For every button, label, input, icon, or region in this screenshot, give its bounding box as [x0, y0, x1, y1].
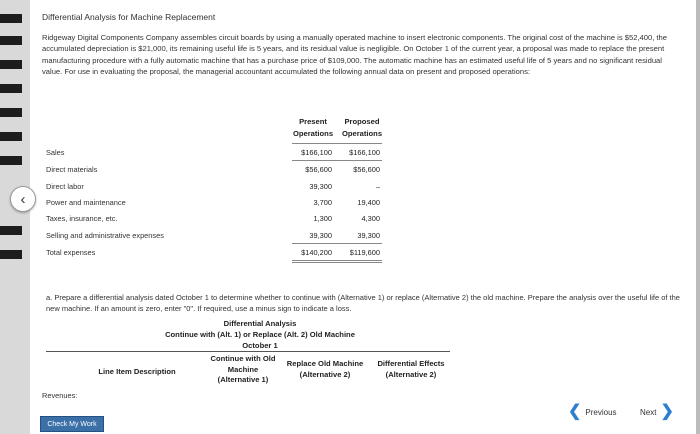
col-alt2: Replace Old Machine (Alternative 2) — [286, 359, 364, 379]
table-row: Sales $166,100 $166,100 — [46, 148, 380, 157]
question-text: a. Prepare a differential analysis dated October 1 to determine whether to continue with (Alternative 1) or replace (Alternative 2) the old machine. Prepare the analysis over the useful life of the new machine. If an amount is zero, enter "0". If required, use a minus sign to indicate a loss. — [46, 293, 680, 313]
next-button[interactable]: Next ❯ — [640, 403, 674, 420]
page-title: Differential Analysis for Machine Replacement — [42, 12, 216, 22]
analysis-title: Differential Analysis Continue with (Alt. 1) or Replace (Alt. 2) Old Machine October 1 — [165, 319, 355, 350]
sidebar-marker — [0, 36, 22, 45]
row-divider — [292, 243, 382, 244]
sidebar-marker — [0, 60, 22, 69]
back-chevron-button[interactable] — [10, 186, 36, 212]
analysis-divider — [46, 351, 450, 352]
sidebar-marker — [0, 226, 22, 235]
table-row: Selling and administrative expenses 39,300 39,300 — [46, 231, 380, 240]
total-underline — [292, 260, 382, 261]
header-underline — [292, 143, 382, 144]
sidebar-marker — [0, 250, 22, 259]
chevron-left-icon: ‹ — [20, 190, 26, 208]
sidebar-marker — [0, 14, 22, 23]
content-page — [30, 0, 696, 434]
col-differential: Differential Effects (Alternative 2) — [377, 359, 445, 379]
sidebar-marker — [0, 156, 22, 165]
table-row: Direct materials $56,600 $56,600 — [46, 165, 380, 174]
row-divider — [292, 160, 382, 161]
revenues-label: Revenues: — [42, 391, 78, 400]
table-row-total: Total expenses $140,200 $119,600 — [46, 248, 380, 257]
chevron-left-icon: ❮ — [568, 403, 582, 420]
col-alt1: Continue with Old Machine (Alternative 1) — [210, 354, 276, 384]
previous-button[interactable]: ❮ Previous — [568, 403, 617, 420]
sidebar-marker — [0, 84, 22, 93]
check-my-work-button[interactable]: Check My Work — [40, 416, 104, 432]
table-row: Power and maintenance 3,700 19,400 — [46, 198, 380, 207]
problem-intro: Ridgeway Digital Components Company assembles circuit boards by using a manually operated machine to insert electronic components. The original cost of the machine is $52,400, the accumulated depreciation is $21,000, its remaining useful life is 5 years, and its residual value is negligible. On October 1 of the current year, a proposal was made to replace the present manufacturing procedure with a fully automatic machine that has a purchase price of $109,000. The automatic machine has an estimated useful life of 5 years and no significant residual value. For use in evaluating the proposal, the managerial accountant accumulated the following annual data on present and proposed operations: — [42, 33, 667, 76]
table-row: Direct labor 39,300 – — [46, 182, 380, 191]
sidebar-marker — [0, 108, 22, 117]
table-row: Taxes, insurance, etc. 1,300 4,300 — [46, 214, 380, 223]
col-header-present: Present Operations — [292, 117, 334, 138]
col-header-proposed: Proposed Operations — [341, 117, 383, 138]
vertical-scrollbar[interactable] — [696, 0, 700, 434]
sidebar-marker — [0, 132, 22, 141]
chevron-right-icon: ❯ — [660, 403, 674, 420]
total-double-underline — [292, 262, 382, 263]
col-line-item: Line Item Description — [98, 367, 176, 376]
left-sidebar-strip — [0, 0, 30, 434]
